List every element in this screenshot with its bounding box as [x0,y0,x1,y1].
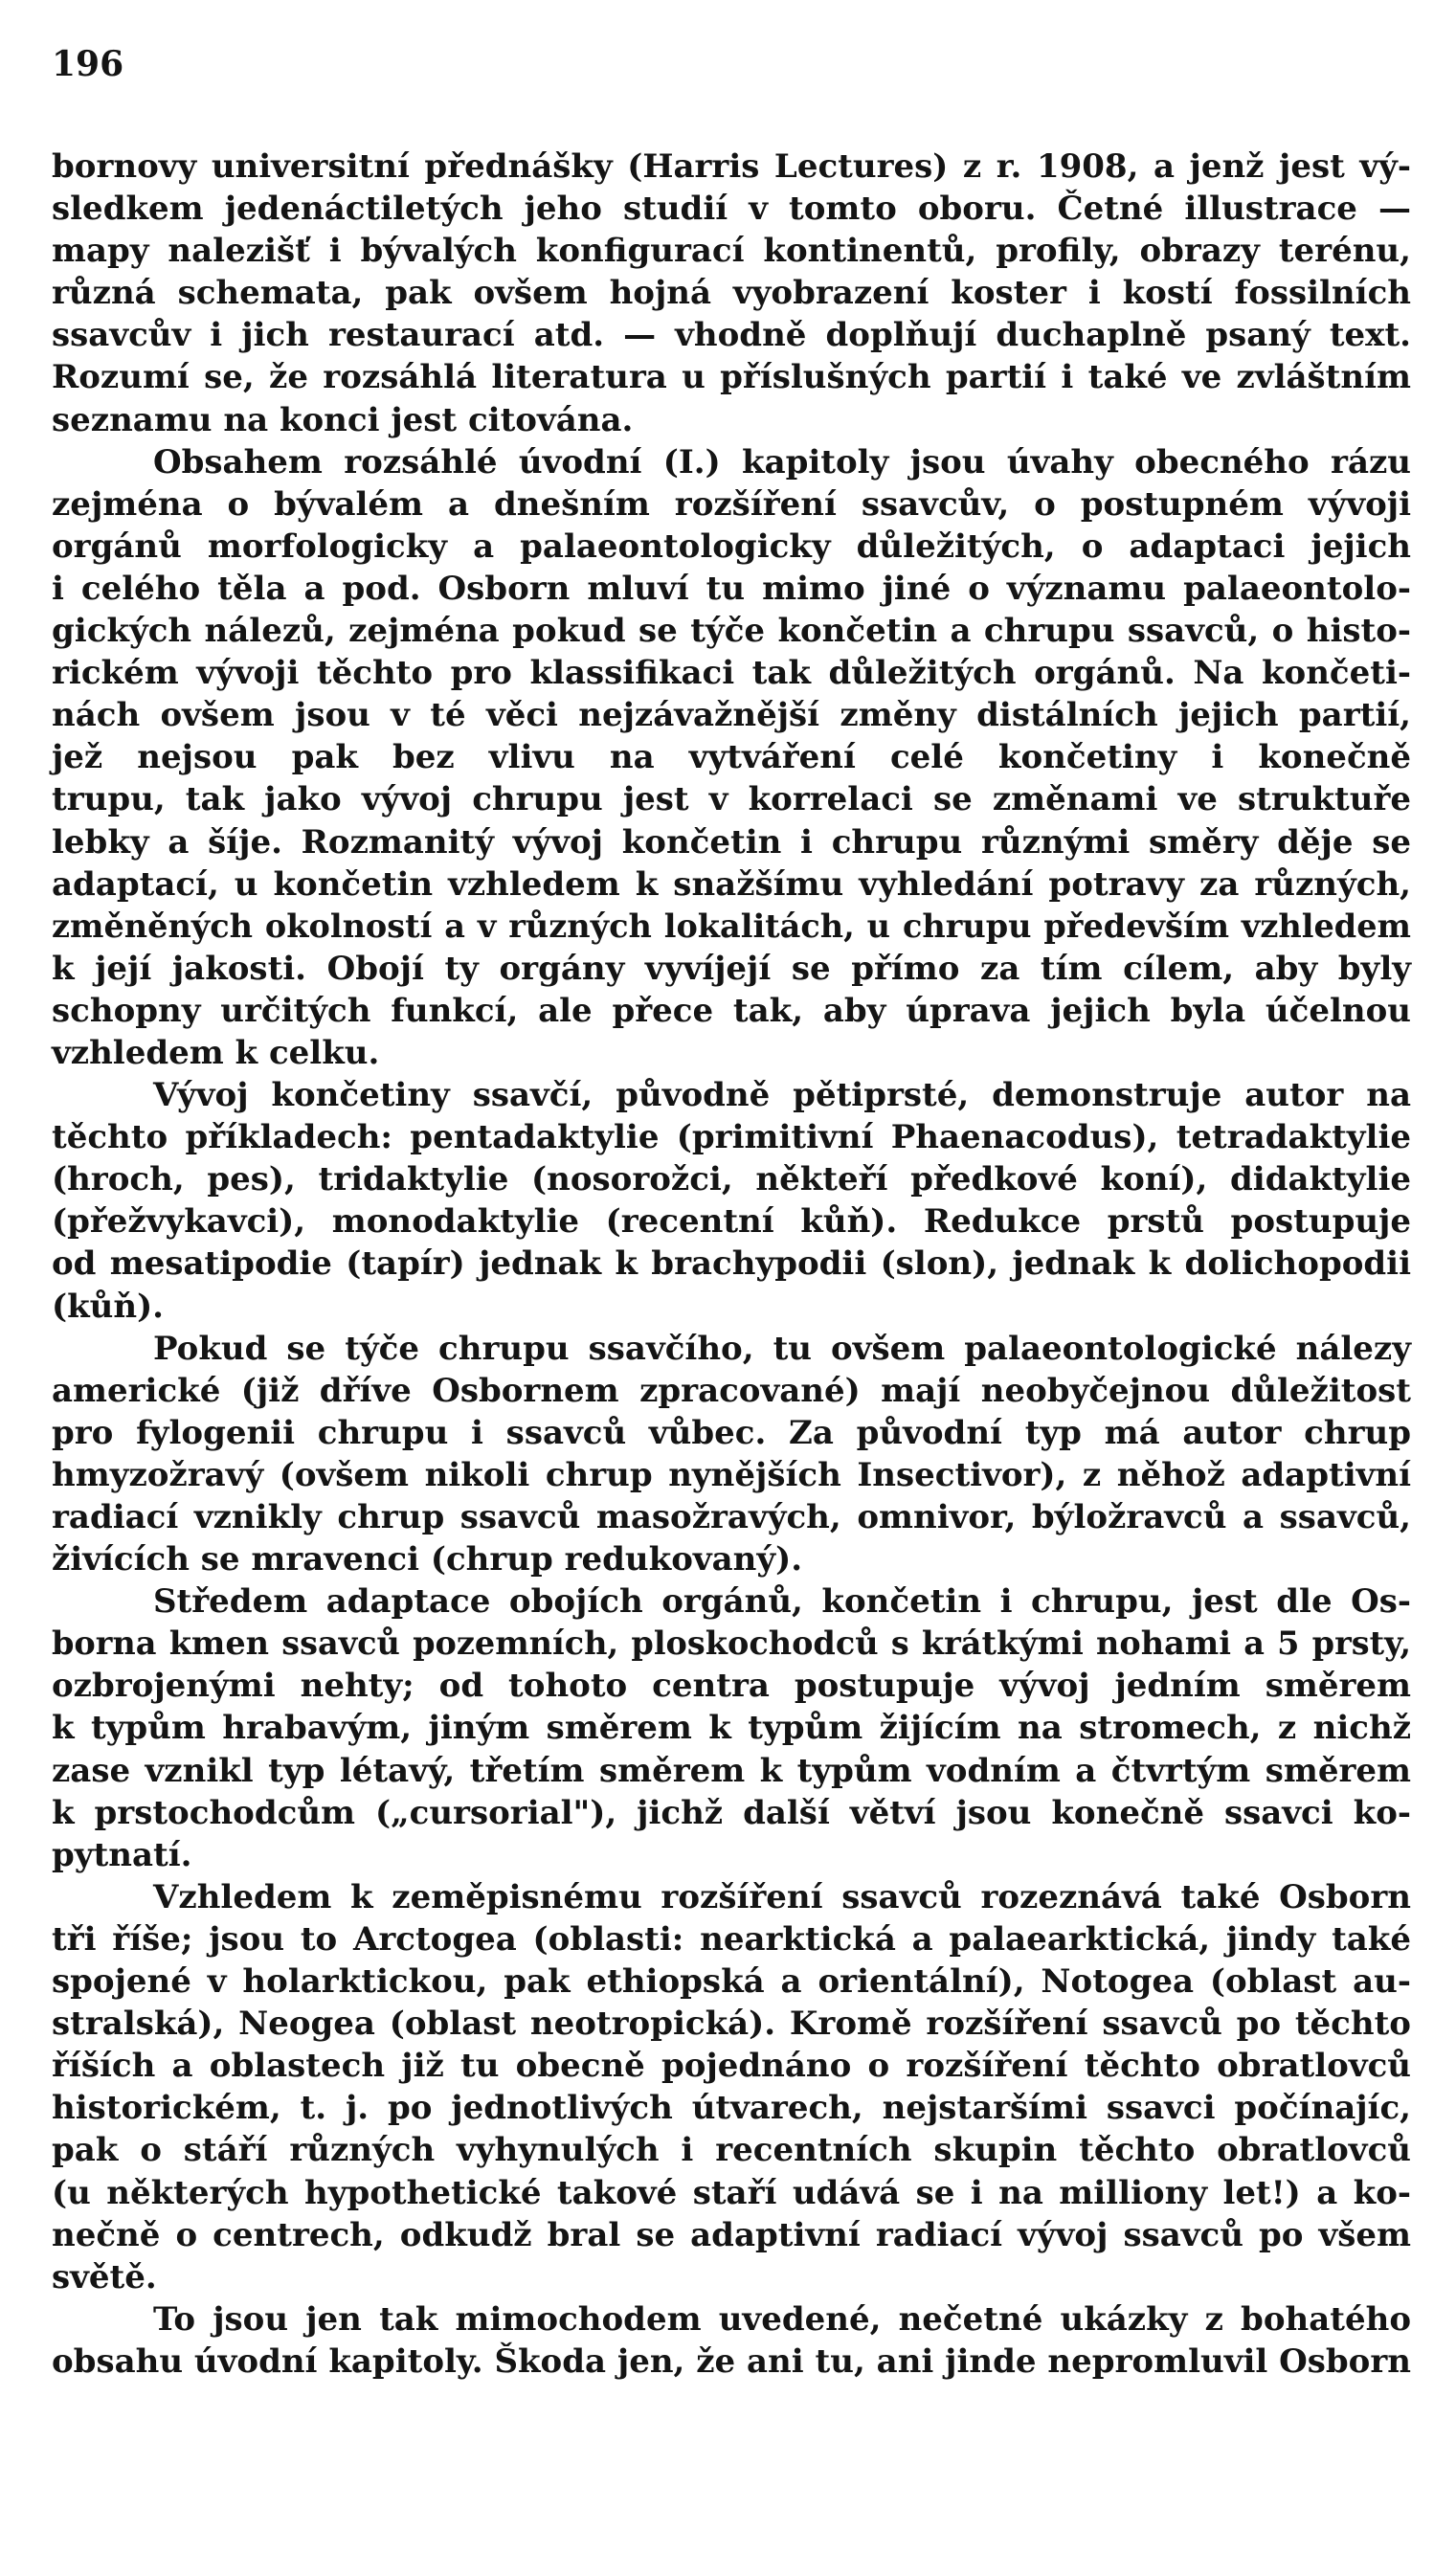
text-line: schopny určitých funkcí, ale přece tak, aby úprava jejich byla účelnou [52,991,1411,1030]
text-line: (přežvykavci), monodaktylie (recentní kůň). Redukce prstů postupuje [52,1202,1411,1242]
text-line: stralská), Neogea (oblast neotropická). Kromě rozšíření ssavců po těchto [52,2005,1411,2044]
text-line: pro fylogenii chrupu i ssavců vůbec. Za původní typ má autor chrup [52,1413,1411,1452]
text-line: bornovy universitní přednášky (Harris Lectures) z r. 1908, a jenž jest vý- [52,147,1411,186]
text-line: historickém, t. j. po jednotlivých útvarech, nejstaršími ssavci počínajíc, [52,2089,1411,2128]
text-line: živících se mravenci (chrup redukovaný). [52,1540,803,1579]
text-line: adaptací, u končetin vzhledem k snažšímu vyhledání potravy za různých, [52,864,1411,904]
text-line: ssavcův i jich restaurací atd. — vhodně doplňují duchaplně psaný text. [52,316,1411,355]
text-line: i celého těla a pod. Osborn mluví tu mimo jiné o významu palaeontolo- [52,569,1411,608]
text-line: (u některých hypothetické takové staří udává se i na milliony let!) a ko- [52,2173,1411,2212]
text-line: ozbrojenými nehty; od tohoto centra postupuje vývoj jedním směrem [52,1667,1411,1706]
text-line: orgánů morfologicky a palaeontologicky důležitých, o adaptaci jejich [52,526,1411,566]
text-line: k typům hrabavým, jiným směrem k typům žijícím na stromech, z nichž [52,1709,1411,1748]
text-line: různá schemata, pak ovšem hojná vyobrazení koster i kostí fossilních [52,274,1411,313]
text-line: Rozumí se, že rozsáhlá literatura u příslušných partií i také ve zvláštním [52,358,1411,397]
text-line: radiací vznikly chrup ssavců masožravých, omnivor, býložravců a ssavců, [52,1498,1411,1536]
text-line: světě. [52,2257,157,2296]
text-line: nečně o centrech, odkudž bral se adaptivní radiací vývoj ssavců po všem [52,2215,1411,2254]
text-line: hmyzožravý (ovšem nikoli chrup nynějších Insectivor), z něhož adaptivní [52,1455,1411,1494]
text-line: americké (již dříve Osbornem zpracované) mají neobyčejnou důležitost [52,1371,1411,1410]
text-line: od mesatipodie (tapír) jednak k brachypodii (slon), jednak k dolichopodii [52,1244,1411,1284]
text-line: těchto příkladech: pentadaktylie (primitivní Phaenacodus), tetradaktylie [52,1118,1411,1157]
text-line: mapy nalezišť i bývalých konfigurací kontinentů, profily, obrazy terénu, [52,232,1411,271]
text-line: lebky a šíje. Rozmanitý vývoj končetin i chrupu různými směry děje se [52,822,1411,862]
text-line: říších a oblastech již tu obecně pojednáno o rozšíření těchto obratlovců [52,2047,1411,2086]
text-line: obsahu úvodní kapitoly. Škoda jen, že ani tu, ani jinde nepromluvil Osborn [52,2341,1411,2381]
text-line: seznamu na konci jest citována. [52,400,634,439]
text-line: tři říše; jsou to Arctogea (oblasti: nearktická a palaearktická, jindy také [52,1919,1411,1959]
text-line: zejména o bývalém a dnešním rozšíření ssavcův, o postupném vývoji [52,484,1411,524]
text-line: nách ovšem jsou v té věci nejzávažnější změny distálních jejich partií, [52,696,1411,735]
text-line: Vývoj končetiny ssavčí, původně pětiprsté, demonstruje autor na [153,1076,1411,1115]
text-line: trupu, tak jako vývoj chrupu jest v korrelaci se změnami ve struktuře [52,780,1411,819]
text-line: To jsou jen tak mimochodem uvedené, nečetné ukázky z bohatého [153,2299,1411,2339]
page-number: 196 [52,44,124,84]
text-line: změněných okolností a v různých lokalitách, u chrupu především vzhledem [52,907,1411,945]
text-line: (kůň). [52,1287,165,1326]
text-line: rickém vývoji těchto pro klassifikaci tak důležitých orgánů. Na končeti- [52,654,1411,693]
text-line: Obsahem rozsáhlé úvodní (I.) kapitoly jsou úvahy obecného rázu [153,442,1411,482]
body-text [52,146,1411,2383]
text-line: zase vznikl typ létavý, třetím směrem k typům vodním a čtvrtým směrem [52,1751,1411,1790]
text-line: jež nejsou pak bez vlivu na vytváření celé končetiny i konečně [52,738,1411,777]
text-line: k prstochodcům („cursorial"), jichž další větví jsou konečně ssavci ko- [52,1793,1411,1832]
text-line: Vzhledem k zeměpisnému rozšíření ssavců rozeznává také Osborn [153,1877,1411,1916]
text-line: (hroch, pes), tridaktylie (nosorožci, někteří předkové koní), didaktylie [52,1160,1411,1199]
text-line: sledkem jedenáctiletých jeho studií v tomto oboru. Četné illustrace — [52,190,1411,229]
text-line: spojené v holarktickou, pak ethiopská a orientální), Notogea (oblast au- [52,1962,1411,2002]
text-line: pytnatí. [52,1835,192,1874]
text-line: Středem adaptace obojích orgánů, končetin i chrupu, jest dle Os- [153,1582,1411,1622]
text-line: k její jakosti. Obojí ty orgány vyvíjejí se přímo za tím cílem, aby byly [52,949,1411,988]
text-line: borna kmen ssavců pozemních, ploskochodců s krátkými nohami a 5 prsty, [52,1624,1411,1663]
text-line: pak o stáří různých vyhynulých i recentních skupin těchto obratlovců [52,2131,1411,2170]
text-line: Pokud se týče chrupu ssavčího, tu ovšem palaeontologické nálezy [153,1329,1411,1368]
text-line: gických nálezů, zejména pokud se týče končetin a chrupu ssavců, o histo- [52,612,1411,651]
text-line: vzhledem k celku. [52,1033,380,1072]
